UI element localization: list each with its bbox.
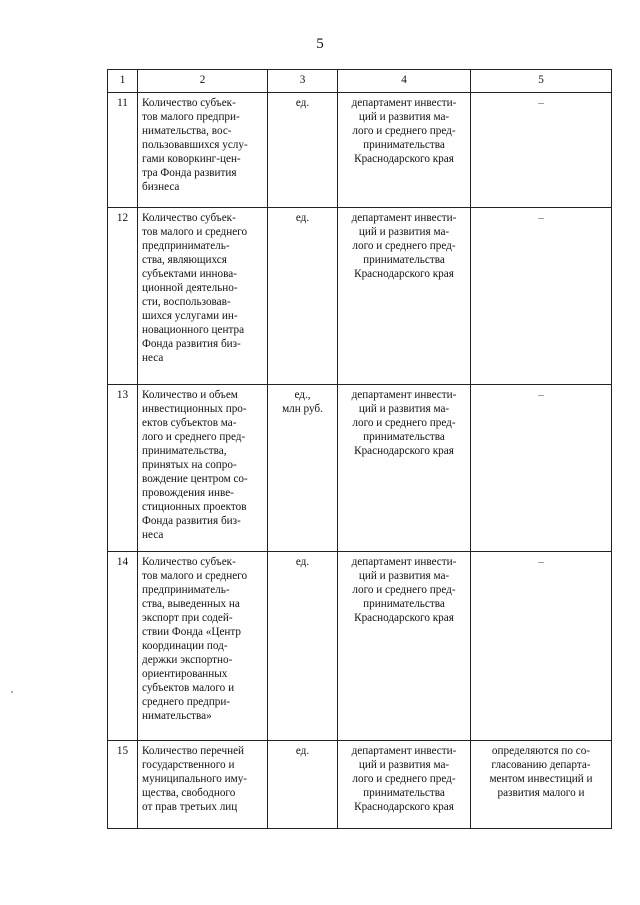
indicator-name-line: среднего предпри-	[142, 696, 231, 708]
responsible-department-line: ций и развития ма-	[358, 403, 450, 415]
column-header: 4	[338, 70, 471, 93]
responsible-department-line: Краснодарского края	[354, 268, 454, 280]
row-number: 11	[108, 93, 138, 208]
responsible-department-line: Краснодарского края	[354, 612, 454, 624]
indicator-name-line: провождения инве-	[142, 487, 234, 499]
unit-of-measure	[268, 208, 338, 385]
responsible-department-line: принимательства	[363, 787, 445, 799]
note-cell	[471, 93, 612, 208]
responsible-department-line: лого и среднего пред-	[352, 584, 456, 596]
indicator-name-line: Фонда развития биз-	[142, 515, 241, 527]
responsible-department-line: департамент инвести-	[351, 556, 457, 568]
indicator-name-line: предприниматель-	[142, 584, 230, 596]
indicator-name-line: инвестиционных про-	[142, 403, 247, 415]
responsible-department	[338, 741, 471, 829]
indicator-name-line: тра Фонда развития	[142, 167, 237, 179]
indicators-table	[107, 69, 612, 829]
column-header: 1	[108, 70, 138, 93]
note-cell-line: определяются по со-	[491, 745, 591, 757]
indicator-name-line: лого и среднего пред-	[142, 431, 246, 443]
responsible-department	[338, 93, 471, 208]
table-row	[108, 385, 612, 552]
column-header: 2	[138, 70, 268, 93]
note-cell-line: –	[538, 389, 544, 401]
responsible-department-line: принимательства	[363, 431, 445, 443]
responsible-department	[338, 208, 471, 385]
indicator-name-line: ства, выведенных на	[142, 598, 240, 610]
note-cell	[471, 385, 612, 552]
note-cell	[471, 741, 612, 829]
responsible-department-line: принимательства	[363, 254, 445, 266]
note-cell-line: развития малого и	[497, 787, 585, 799]
indicator-name-line: муниципального иму-	[142, 773, 248, 785]
responsible-department	[338, 385, 471, 552]
indicator-name-line: координации под-	[142, 640, 228, 652]
table-row	[108, 741, 612, 829]
indicator-name-line: экспорт при содей-	[142, 612, 233, 624]
note-cell-line: –	[538, 556, 544, 568]
responsible-department-line: лого и среднего пред-	[352, 125, 456, 137]
responsible-department-line: ций и развития ма-	[358, 759, 450, 771]
responsible-department-line: лого и среднего пред-	[352, 417, 456, 429]
row-number: 14	[108, 552, 138, 741]
responsible-department-line: Краснодарского края	[354, 445, 454, 457]
responsible-department-line: департамент инвести-	[351, 389, 457, 401]
responsible-department-line: лого и среднего пред-	[352, 773, 456, 785]
unit-of-measure-line: ед.,	[294, 389, 311, 401]
responsible-department-line: принимательства	[363, 139, 445, 151]
indicator-name-line: неса	[142, 352, 164, 364]
indicator-name	[138, 552, 268, 741]
column-header: 3	[268, 70, 338, 93]
note-cell	[471, 208, 612, 385]
responsible-department-line: ций и развития ма-	[358, 570, 450, 582]
indicator-name-line: предприниматель-	[142, 240, 230, 252]
row-number: 13	[108, 385, 138, 552]
indicator-name-line: субъектами иннова-	[142, 268, 237, 280]
row-number: 15	[108, 741, 138, 829]
responsible-department-line: Краснодарского края	[354, 153, 454, 165]
indicator-name-line: сти, воспользовав-	[142, 296, 231, 308]
note-cell-line: гласованию департа-	[491, 759, 591, 771]
indicator-name-line: Фонда развития биз-	[142, 338, 241, 350]
indicator-name-line: Количество субъек-	[142, 97, 236, 109]
table-header-row	[108, 70, 612, 93]
indicator-name	[138, 385, 268, 552]
indicator-name-line: тов малого и среднего	[142, 570, 248, 582]
indicator-name-line: государственного и	[142, 759, 235, 771]
note-cell-line: ментом инвестиций и	[489, 773, 593, 785]
indicator-name-line: щества, свободного	[142, 787, 236, 799]
indicator-name-line: субъектов малого и	[142, 682, 235, 694]
indicator-name-line: ства, являющихся	[142, 254, 227, 266]
column-header: 5	[471, 70, 612, 93]
row-number: 12	[108, 208, 138, 385]
responsible-department-line: ций и развития ма-	[358, 226, 450, 238]
indicator-name-line: Количество субъек-	[142, 556, 236, 568]
note-cell-line: –	[538, 212, 544, 224]
indicator-name	[138, 208, 268, 385]
indicator-name-line: держки экспортно-	[142, 654, 233, 666]
indicator-name-line: ориентированных	[142, 668, 228, 680]
responsible-department-line: лого и среднего пред-	[352, 240, 456, 252]
responsible-department-line: департамент инвести-	[351, 212, 457, 224]
indicator-name-line: ционной деятельно-	[142, 282, 238, 294]
indicator-name-line: ектов субъектов ма-	[142, 417, 237, 429]
table-row	[108, 93, 612, 208]
indicator-name-line: Количество перечней	[142, 745, 245, 757]
indicator-name-line: гами коворкинг-цен-	[142, 153, 241, 165]
table-row	[108, 208, 612, 385]
indicator-name-line: стиционных проектов	[142, 501, 247, 513]
indicator-name-line: принимательства,	[142, 445, 227, 457]
indicator-name	[138, 741, 268, 829]
responsible-department-line: Краснодарского края	[354, 801, 454, 813]
indicator-name-line: бизнеса	[142, 181, 180, 193]
responsible-department	[338, 552, 471, 741]
indicator-name-line: нимательства, вос-	[142, 125, 232, 137]
unit-of-measure	[268, 552, 338, 741]
unit-of-measure-line: ед.	[295, 556, 310, 568]
table-row	[108, 552, 612, 741]
indicator-name-line: ствии Фонда «Центр	[142, 626, 242, 638]
responsible-department-line: ций и развития ма-	[358, 111, 450, 123]
indicator-name-line: тов малого и среднего	[142, 226, 248, 238]
indicator-name-line: Количество субъек-	[142, 212, 236, 224]
unit-of-measure-line: ед.	[295, 212, 310, 224]
indicator-name-line: неса	[142, 529, 164, 541]
note-cell	[471, 552, 612, 741]
indicator-name-line: шихся услугами ин-	[142, 310, 238, 322]
responsible-department-line: департамент инвести-	[351, 745, 457, 757]
unit-of-measure-line: ед.	[295, 745, 310, 757]
unit-of-measure-line: млн руб.	[282, 403, 323, 415]
indicator-name-line: принятых на сопро-	[142, 459, 237, 471]
unit-of-measure	[268, 93, 338, 208]
indicator-name	[138, 93, 268, 208]
indicator-name-line: тов малого предпри-	[142, 111, 240, 123]
note-cell-line: –	[538, 97, 544, 109]
indicator-name-line: новационного центра	[142, 324, 245, 336]
scan-speck	[11, 691, 13, 693]
responsible-department-line: принимательства	[363, 598, 445, 610]
indicator-name-line: нимательства»	[142, 710, 212, 722]
unit-of-measure	[268, 741, 338, 829]
indicator-name-line: пользовавшихся услу-	[142, 139, 248, 151]
indicator-name-line: вождение центром со-	[142, 473, 248, 485]
responsible-department-line: департамент инвести-	[351, 97, 457, 109]
indicator-name-line: от прав третьих лиц	[142, 801, 238, 813]
unit-of-measure-line: ед.	[295, 97, 310, 109]
unit-of-measure	[268, 385, 338, 552]
page-number: 5	[316, 36, 324, 52]
indicator-name-line: Количество и объем	[142, 389, 238, 401]
